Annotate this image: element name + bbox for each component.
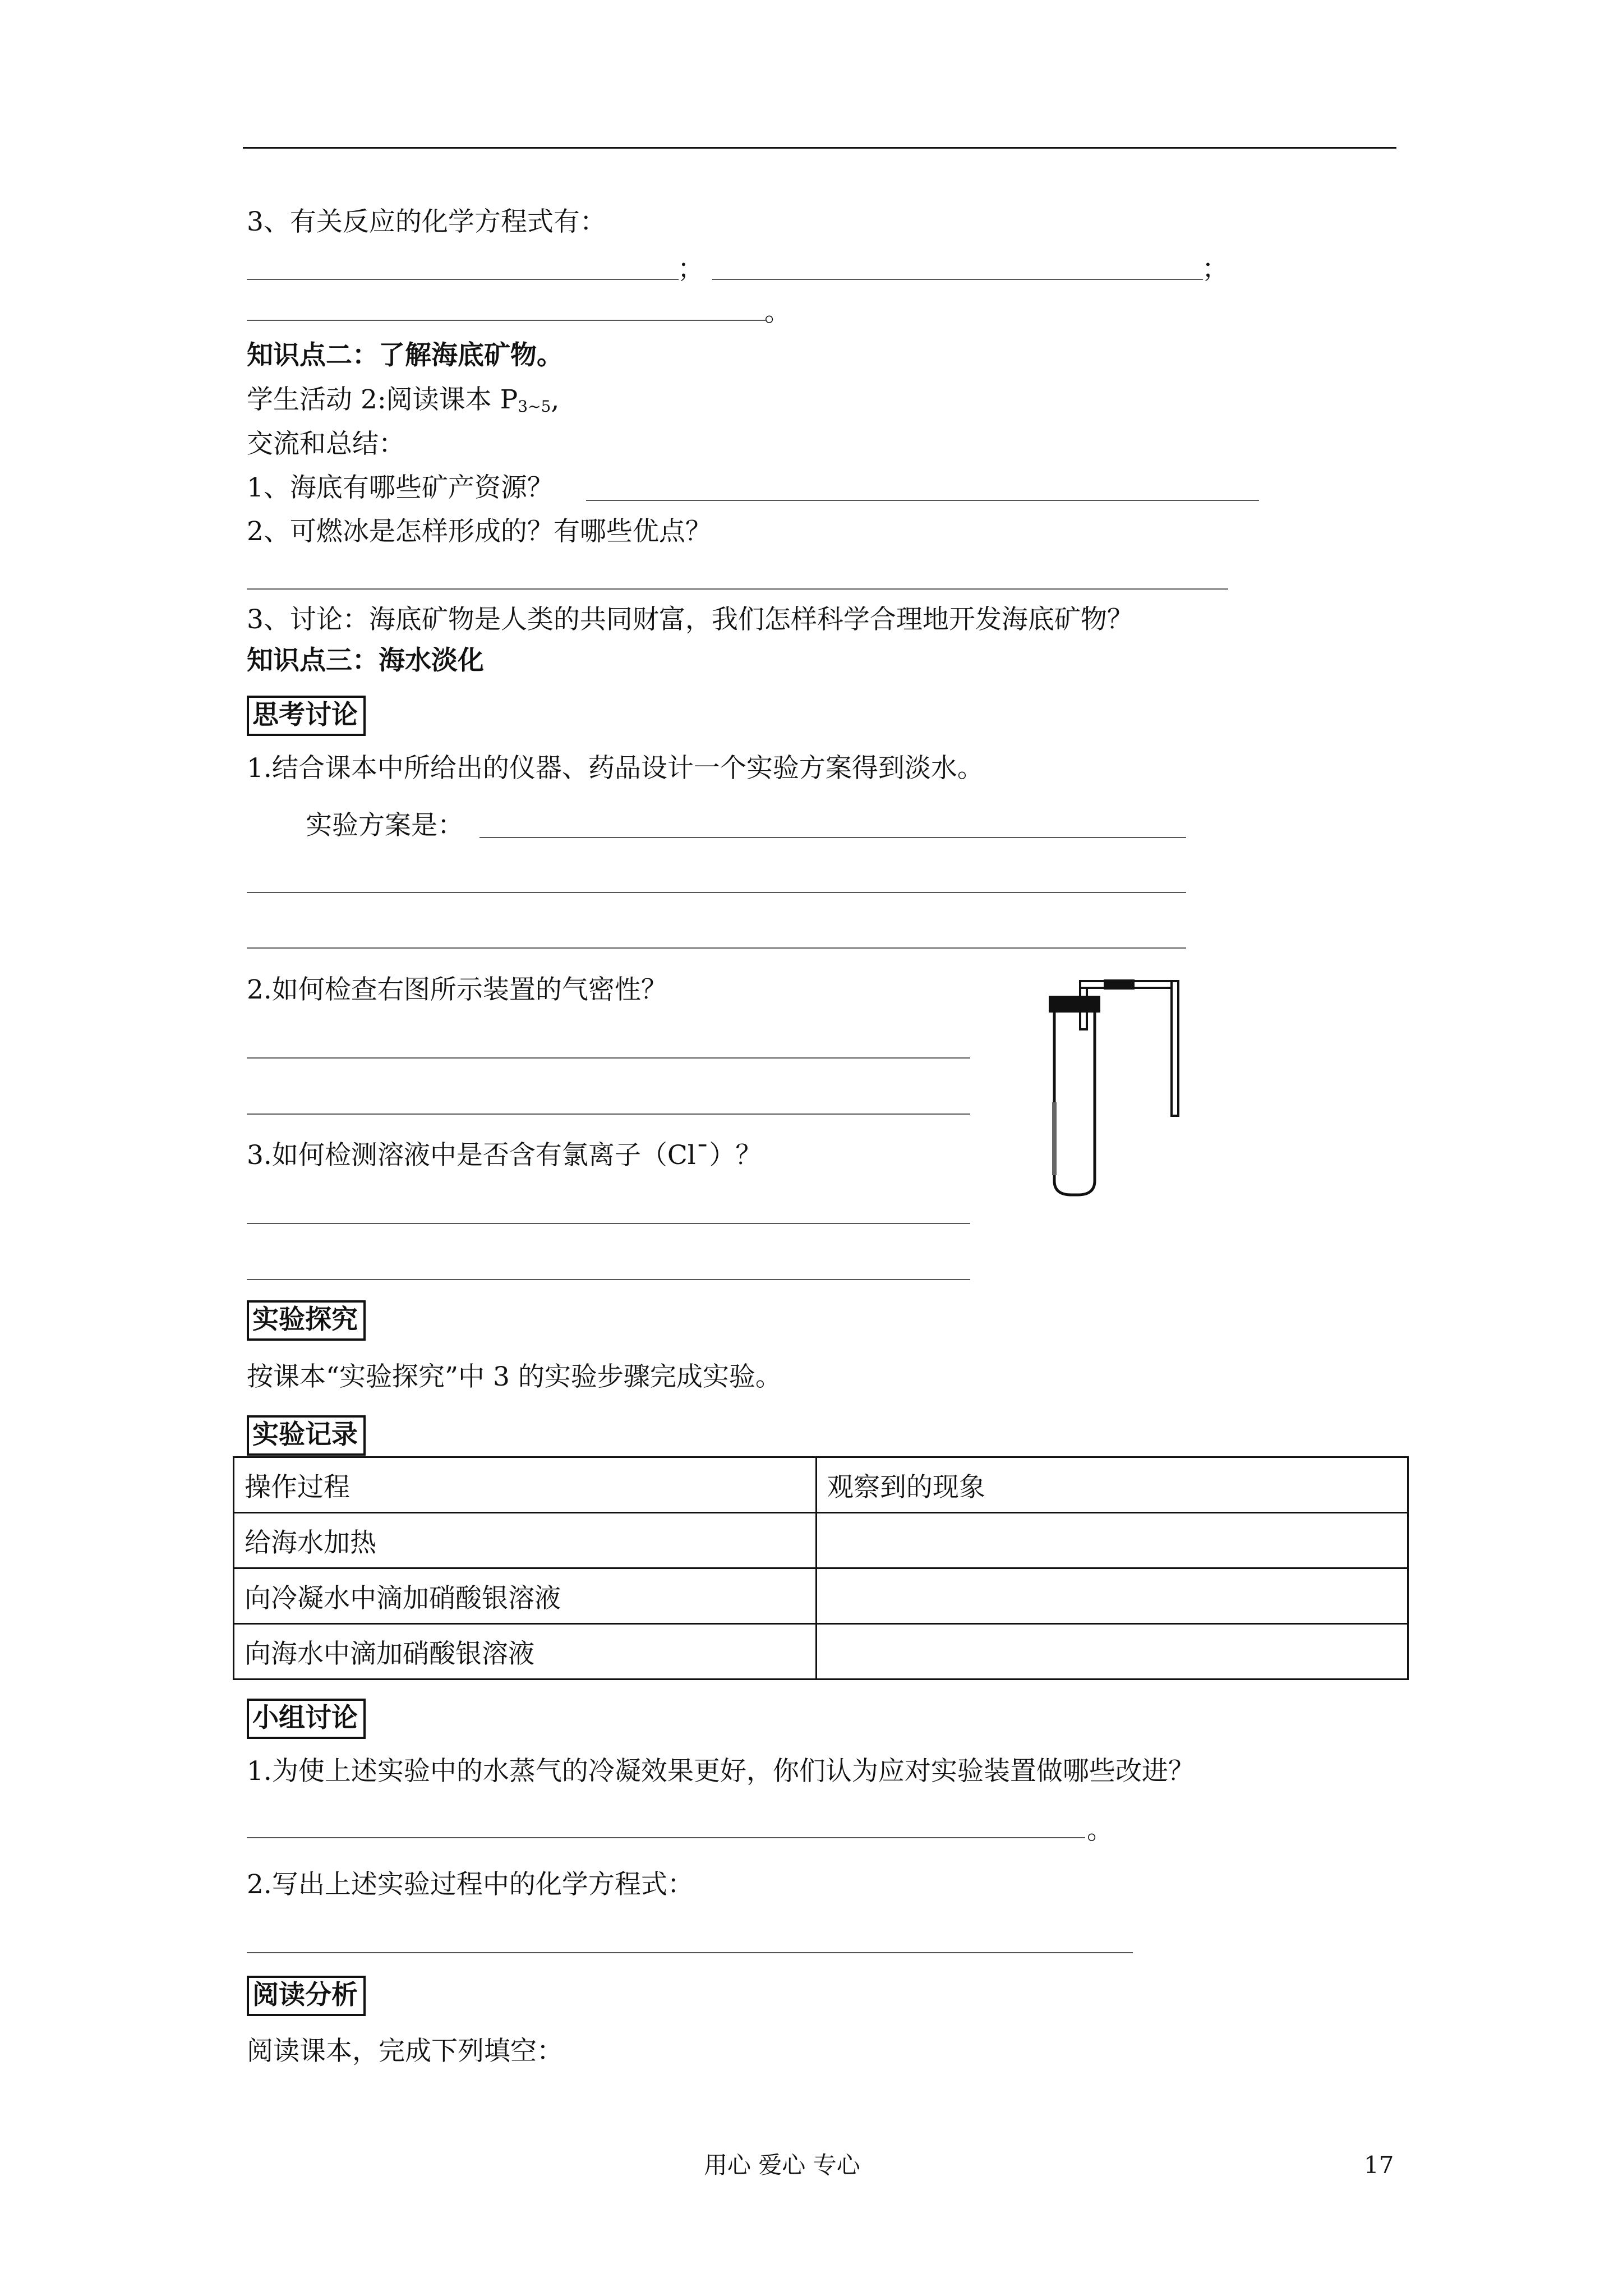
record-heading: 实验记录 [247, 1415, 366, 1456]
airtight-blank-2[interactable] [247, 1114, 970, 1115]
group-q2: 2.写出上述实验过程中的化学方程式： [247, 1869, 694, 1900]
operation-cell: 向冷凝水中滴加硝酸银溶液 [234, 1568, 817, 1624]
header-operation: 操作过程 [234, 1457, 817, 1513]
equation-separator-1: ； [677, 254, 704, 284]
observation-cell[interactable] [817, 1568, 1408, 1624]
kp3-title: 知识点三：海水淡化 [247, 645, 484, 676]
kp2-activity [247, 383, 559, 424]
equation-blank-2[interactable] [712, 279, 1203, 280]
test-tube-body [1054, 1010, 1095, 1195]
group-q1-blank[interactable] [247, 1837, 1085, 1838]
kp2-q2-blank[interactable] [247, 588, 1228, 590]
group-q1: 1.为使上述实验中的水蒸气的冷凝效果更好，你们认为应对实验装置做哪些改进？ [247, 1756, 1195, 1787]
kp2-exchange: 交流和总结： [247, 429, 405, 459]
table-row [234, 1624, 1408, 1680]
rubber-connector [1104, 979, 1135, 990]
equation-end: 。 [764, 297, 791, 328]
kp2-q1-blank[interactable] [586, 500, 1259, 501]
reading-text: 阅读课本，完成下列填空： [247, 2036, 563, 2067]
plan-blank-3[interactable] [247, 947, 1186, 949]
observation-cell[interactable] [817, 1513, 1408, 1568]
kp2-activity-pages: 3~5 [518, 397, 551, 416]
rubber-stopper [1049, 996, 1100, 1013]
footer-motto: 用心 爱心 专心 [704, 2151, 860, 2179]
think-q3: 3.如何检测溶液中是否含有氯离子（Cl¯）？ [247, 1140, 762, 1171]
kp2-q2: 2、可燃冰是怎样形成的？有哪些优点？ [247, 516, 712, 547]
equation-blank-1[interactable] [247, 279, 679, 280]
table-row [234, 1513, 1408, 1568]
equation-blank-3[interactable] [247, 320, 766, 321]
plan-label: 实验方案是： [306, 810, 464, 841]
header-observation: 观察到的现象 [817, 1457, 1408, 1513]
reading-heading: 阅读分析 [247, 1976, 366, 2016]
page-number: 17 [1364, 2151, 1394, 2179]
operation-cell: 向海水中滴加硝酸银溶液 [234, 1624, 817, 1680]
kp2-activity-text: 学生活动 2:阅读课本 P [247, 384, 518, 415]
think-q2: 2.如何检查右图所示装置的气密性？ [247, 974, 667, 1005]
chloride-blank-1[interactable] [247, 1223, 970, 1224]
inner-tube [1080, 1010, 1087, 1029]
test-tube-apparatus-figure [1038, 979, 1183, 1203]
q3-equations-label: 3、有关反应的化学方程式有： [247, 206, 606, 237]
think-q1: 1.结合课本中所给出的仪器、药品设计一个实验方案得到淡水。 [247, 753, 984, 784]
kp2-q1: 1、海底有哪些矿产资源？ [247, 472, 554, 503]
explore-text: 按课本“实验探究”中 3 的实验步骤完成实验。 [247, 1361, 782, 1392]
table-row [234, 1568, 1408, 1624]
airtight-blank-1[interactable] [247, 1057, 970, 1059]
record-header-row [234, 1457, 1408, 1513]
kp2-q3: 3、讨论：海底矿物是人类的共同财富，我们怎样科学合理地开发海底矿物？ [247, 604, 1133, 635]
kp2-title: 知识点二：了解海底矿物。 [247, 340, 563, 371]
plan-blank-1[interactable] [479, 837, 1186, 838]
header-rule [243, 147, 1396, 149]
plan-blank-2[interactable] [247, 892, 1186, 893]
group-heading: 小组讨论 [247, 1699, 366, 1739]
equation-separator-2: ； [1202, 254, 1228, 284]
observation-cell[interactable] [817, 1624, 1408, 1680]
group-q2-blank[interactable] [247, 1952, 1133, 1953]
tube-shading [1052, 1102, 1057, 1175]
think-heading: 思考讨论 [247, 696, 366, 736]
kp2-activity-end: , [551, 384, 560, 415]
glass-tube-vertical-right [1172, 981, 1178, 1116]
group-q1-end: 。 [1087, 1815, 1113, 1846]
operation-cell: 给海水加热 [234, 1513, 817, 1568]
explore-heading: 实验探究 [247, 1300, 366, 1341]
chloride-blank-2[interactable] [247, 1279, 970, 1280]
record-table [233, 1456, 1409, 1680]
